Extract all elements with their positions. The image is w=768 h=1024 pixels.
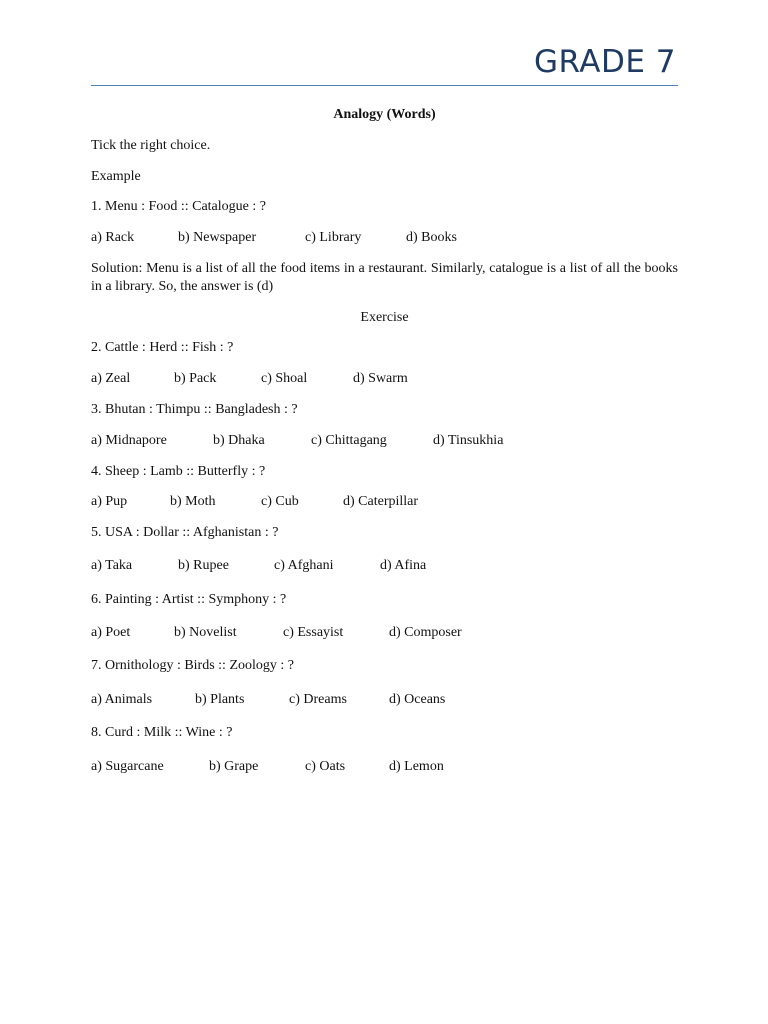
option-a[interactable]: a) Animals: [91, 692, 153, 707]
question-2: 2. Cattle : Herd :: Fish : ?: [91, 340, 234, 355]
option-b[interactable]: b) Moth: [170, 494, 216, 509]
header-rule: [91, 85, 678, 86]
question-6: 6. Painting : Artist :: Symphony : ?: [91, 592, 287, 607]
option-c[interactable]: c) Library: [305, 230, 362, 245]
option-c[interactable]: c) Dreams: [289, 692, 347, 707]
exercise-label: Exercise: [360, 310, 409, 325]
option-d[interactable]: d) Composer: [389, 625, 462, 640]
option-d[interactable]: d) Tinsukhia: [433, 433, 504, 448]
option-a[interactable]: a) Midnapore: [91, 433, 167, 448]
option-a[interactable]: a) Sugarcane: [91, 759, 164, 774]
option-a[interactable]: a) Rack: [91, 230, 135, 245]
option-b[interactable]: b) Pack: [174, 371, 217, 386]
option-b[interactable]: b) Rupee: [178, 558, 229, 573]
option-c[interactable]: c) Shoal: [261, 371, 308, 386]
example-label: Example: [91, 169, 141, 184]
example-question: 1. Menu : Food :: Catalogue : ?: [91, 199, 266, 214]
option-c[interactable]: c) Cub: [261, 494, 299, 509]
question-4: 4. Sheep : Lamb :: Butterfly : ?: [91, 464, 266, 479]
option-b[interactable]: b) Newspaper: [178, 230, 257, 245]
solution-text: Solution: Menu is a list of all the food items in a restaurant. Similarly, catalogue is a list of all the books in a library. So, the answer is (d): [91, 261, 678, 294]
grade-heading: GRADE 7: [533, 44, 676, 80]
question-7: 7. Ornithology : Birds :: Zoology : ?: [91, 658, 294, 673]
question-5: 5. USA : Dollar :: Afghanistan : ?: [91, 525, 279, 540]
option-b[interactable]: b) Plants: [195, 692, 245, 707]
option-c[interactable]: c) Essayist: [283, 625, 344, 640]
question-3: 3. Bhutan : Thimpu :: Bangladesh : ?: [91, 402, 298, 417]
option-d[interactable]: d) Caterpillar: [343, 494, 419, 509]
option-d[interactable]: d) Oceans: [389, 692, 446, 707]
option-c[interactable]: c) Afghani: [274, 558, 334, 573]
option-b[interactable]: b) Dhaka: [213, 433, 265, 448]
option-d[interactable]: d) Afina: [380, 558, 427, 573]
option-a[interactable]: a) Zeal: [91, 371, 131, 386]
option-a[interactable]: a) Taka: [91, 558, 133, 573]
option-a[interactable]: a) Poet: [91, 625, 131, 640]
option-c[interactable]: c) Oats: [305, 759, 346, 774]
option-a[interactable]: a) Pup: [91, 494, 128, 509]
option-d[interactable]: d) Books: [406, 230, 457, 245]
instruction-text: Tick the right choice.: [91, 138, 211, 153]
question-8: 8. Curd : Milk :: Wine : ?: [91, 725, 233, 740]
option-d[interactable]: d) Swarm: [353, 371, 408, 386]
option-d[interactable]: d) Lemon: [389, 759, 444, 774]
option-c[interactable]: c) Chittagang: [311, 433, 387, 448]
option-b[interactable]: b) Grape: [209, 759, 259, 774]
option-b[interactable]: b) Novelist: [174, 625, 237, 640]
worksheet-title: Analogy (Words): [333, 107, 436, 122]
